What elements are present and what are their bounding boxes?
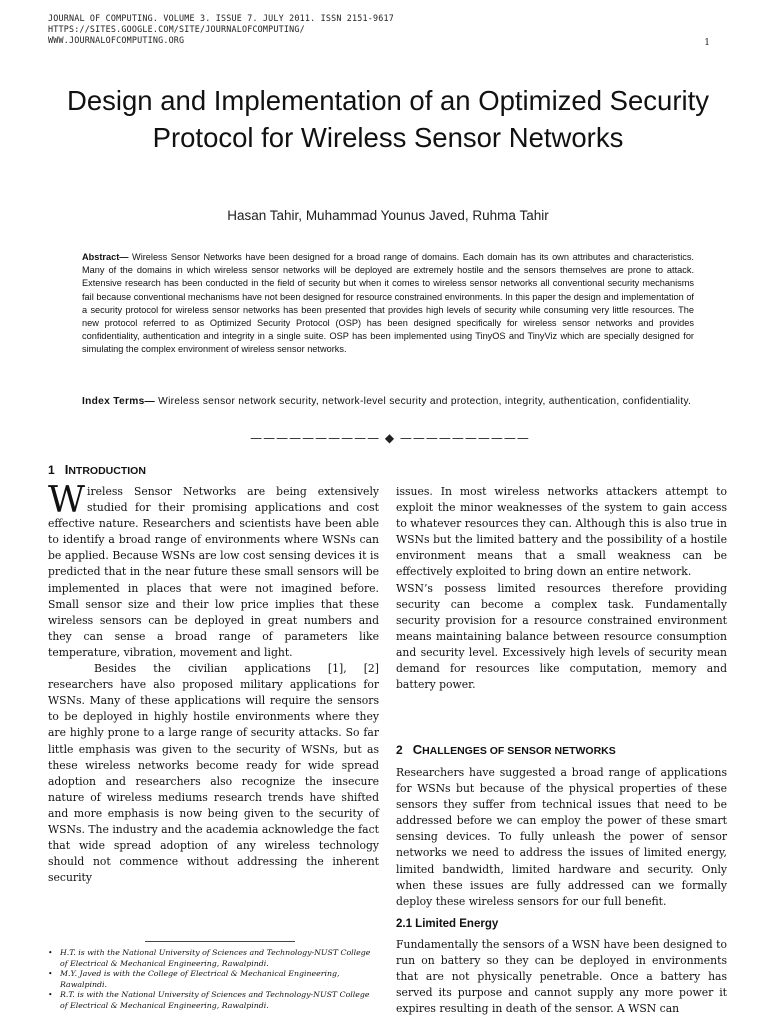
journal-header-url[interactable]: HTTPS://SITES.GOOGLE.COM/SITE/JOURNALOFCOMPUTING/	[48, 24, 305, 34]
journal-header-website[interactable]: WWW.JOURNALOFCOMPUTING.ORG	[48, 35, 185, 45]
right-column	[396, 484, 727, 693]
left-column	[48, 480, 379, 886]
abstract-text: Wireless Sensor Networks have been designed for a broad range of domains. Each domain has its own attributes and characteristics. Many of the domains in which wireless sensor networks will be deployed are extremely hostile and the sensors themselves are prone to attack. Extensive research has been conducted in the field of security but when it comes to wireless sensor networks all conventional security mechanisms fail because conventional mechanisms have not been designed for resource constrained environments. In this paper the design and implementation of a security protocol for wireless sensor networks has been presented that provides high levels of security while consuming very little resources. The new protocol referred to as Optimized Security Protocol (OSP) has been designed specifically for wireless sensor networks and provides confidentiality, authentication and integrity in a single suite. OSP has been implemented using TinyOS and TinyViz which are specially designed for simulating the complex environment of wireless sensor networks.	[82, 252, 694, 355]
footnote-text: H.T. is with the National University of Sciences and Technology-NUST College of Electrical & Mechanical Engineering, Rawalpindi.	[60, 948, 371, 968]
section-2-heading	[396, 742, 616, 757]
section-divider: —————————— ◆ ——————————	[250, 431, 530, 445]
section-1-title-rest: NTRODUCTION	[68, 465, 146, 477]
section-2-paragraph-1: Researchers have suggested a broad range of applications for WSNs but because of the physical properties of these sensors they suffer from technical issues that need to be addressed before we can employ the power of these smart sensing devices. To fully unleash the power of sensor networks we need to address the issues of limited energy, limited bandwidth, limited hardware and security. Only when these issues are fully addressed can we formally deploy these wireless sensors for our full benefit.	[396, 766, 727, 908]
index-terms-label: Index Terms—	[82, 396, 156, 407]
intro-paragraph-1	[48, 480, 379, 661]
subsection-2-1-paragraph-1: Fundamentally the sensors of a WSN have been designed to run on battery so they can be deployed in environments that are not physically penetrable. Once a battery has served its purpose and cannot supply any more power it expires resulting in death of the sensor. A WSN can	[396, 938, 727, 1016]
intro-paragraph-1-text: ireless Sensor Networks are being extensively studied for their promising applications and cost effective nature. Researchers and scientists have been able to identify a broad range of environments where WSNs can be applied. Because WSNs are low cost sensing devices it is predicted that in the near future these small sensors will be implemented in places that were not imagined before. Small sensor size and their low price implies that these wireless sensors can be deployed in great numbers and they can sense a broad range of parameters like temperature, vibration, movement and light.	[48, 485, 379, 659]
paper-title: Design and Implementation of an Optimized Security Protocol for Wireless Sensor Networks	[67, 85, 709, 153]
intro-paragraph-3: issues. In most wireless networks attackers attempt to exploit the minor weaknesses of the system to gain access to whatever resources they can. Although this is also true in WSNs but the limited battery and the possibility of a hostile environment means that a small weakness can be effectively exploited to bring down an entire network.	[396, 485, 727, 579]
journal-header	[48, 13, 718, 46]
footnote-text: R.T. is with the National University of Sciences and Technology-NUST College of Electrical & Mechanical Engineering, Rawalpindi.	[60, 990, 370, 1010]
intro-paragraph-4: WSN’s possess limited resources therefore providing security can become a complex task. Fundamentally security provision for a resource constrained environment means maintaining balance between resource consumption and security level. Excessively high levels of security mean demand for resources like computation, memory and battery power.	[396, 581, 727, 692]
index-terms-text: Wireless sensor network security, network-level security and protection, integrity, authentication, confidentiality.	[155, 396, 692, 407]
section-2-body	[396, 765, 727, 910]
footnotes	[48, 948, 378, 1012]
footnote-item	[48, 948, 378, 969]
footnote-bullet: •	[48, 948, 53, 957]
subsection-2-1-body	[396, 937, 727, 1017]
footnote-bullet: •	[48, 969, 53, 979]
paper-authors: Hasan Tahir, Muhammad Younus Javed, Ruhma Tahir	[227, 208, 549, 223]
subsection-2-1-heading: 2.1 Limited Energy	[396, 918, 499, 930]
footnote-item	[48, 969, 378, 990]
section-1-number: 1	[48, 463, 55, 477]
intro-paragraph-2: Besides the civilian applications [1], [2] researchers have also proposed military applications for WSNs. Many of these applications will require the sensors to be deployed in highly hostile environments where they are highly prone to a large range of security attacks. So far little emphasis was given to the security of WSNs, but as these wireless networks become ready for wide spread adoption and researchers also recognize the insecure nature of wireless mediums research trends have shifted and more emphasis is now being given to the security of WSNs. The industry and the academia acknowledge the fact that wide spread adoption of any wireless technology should not commence without addressing the inherent security	[48, 662, 379, 885]
section-1-title-first: I	[64, 462, 69, 477]
abstract	[82, 251, 694, 357]
footnote-bullet: •	[48, 990, 53, 1000]
section-2-title-first: C	[412, 742, 423, 757]
section-2-title-rest: HALLENGES OF SENSOR NETWORKS	[422, 745, 616, 757]
section-1-heading	[48, 462, 146, 477]
dropcap: W	[48, 480, 86, 521]
footnote-item	[48, 990, 378, 1011]
footnote-rule	[145, 941, 295, 942]
section-2-number: 2	[396, 743, 403, 757]
footnote-text: M.Y. Javed is with the College of Electrical & Mechanical Engineering, Rawalpindi.	[60, 969, 340, 989]
index-terms	[82, 395, 694, 410]
abstract-label: Abstract—	[82, 252, 129, 262]
page-number: 1	[704, 38, 710, 48]
journal-header-line1: JOURNAL OF COMPUTING. VOLUME 3. ISSUE 7. JULY 2011. ISSN 2151-9617	[48, 13, 394, 23]
